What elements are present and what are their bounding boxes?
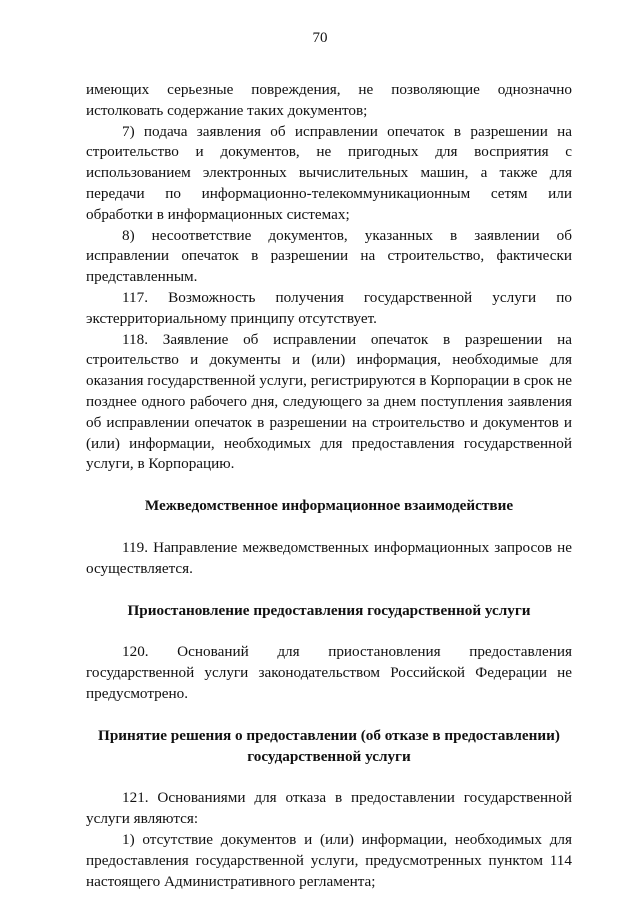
heading-decision-line-1: Принятие решения о предоставлении (об отказе в предоставлении) <box>98 726 560 744</box>
paragraph-121-item-1: 1) отсутствие документов и (или) информации, необходимых для предоставления государственной услуги, предусмотренных пунктом 114 настоящего Административного регламента; <box>86 830 572 890</box>
paragraph-120: 120. Оснований для приостановления предоставления государственной услуги законодательством Российской Федерации не предусмотрено. <box>86 643 572 702</box>
paragraph-121: 121. Основаниями для отказа в предоставлении государственной услуги являются: <box>86 789 572 828</box>
page-number: 70 <box>312 30 328 46</box>
paragraph-118: 118. Заявление об исправлении опечаток в разрешении на строительство и документы и (или) информация, необходимые для оказания государственной услуги, регистрируются в Корпорации в срок не позднее одного рабочего дня, следующего за днем поступления заявления об исправлении опечаток в разрешении на строительство и документов и (или) информации, необходимых для предоставления государственной услуги, в Корпорацию. <box>86 330 572 473</box>
document-body <box>86 80 572 892</box>
paragraph-continuation: имеющих серьезные повреждения, не позволяющие однозначно истолковать содержание таких документов; <box>86 81 572 119</box>
paragraph-119: 119. Направление межведомственных информационных запросов не осуществляется. <box>86 538 572 577</box>
paragraph-item-8: 8) несоответствие документов, указанных в заявлении об исправлении опечаток в разрешении на строительство, фактически представленным. <box>86 226 572 286</box>
paragraph-item-7: 7) подача заявления об исправлении опечаток в разрешении на строительство и документов, не пригодных для восприятия с использованием электронных вычислительных машин, а также для передачи по информационно-телекоммуникационным сетям или обработки в информационных системах; <box>86 122 572 223</box>
heading-interagency: Межведомственное информационное взаимодействие <box>144 497 514 515</box>
heading-decision <box>86 726 572 768</box>
heading-decision-line-2: государственной услуги <box>247 747 411 765</box>
paragraph-117: 117. Возможность получения государственной услуги по экстерриториальному принципу отсутствует. <box>86 288 572 327</box>
heading-suspension: Приостановление предоставления государственной услуги <box>127 601 531 619</box>
